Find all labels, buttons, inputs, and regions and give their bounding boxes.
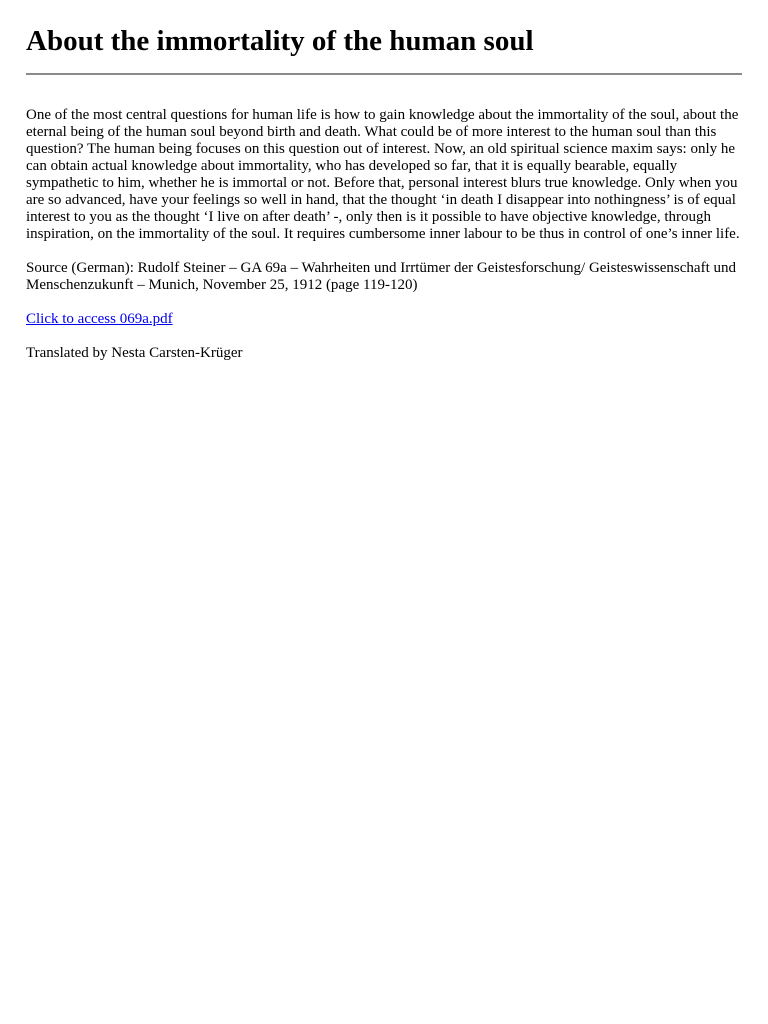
page-title: About the immortality of the human soul	[26, 25, 534, 57]
translator-credit: Translated by Nesta Carsten-Krüger	[26, 345, 243, 361]
body-paragraph: One of the most central questions for human life is how to gain knowledge about the immortality of the soul, about the eternal being of the human soul beyond birth and death. What could be of more interest to the human soul than this question? The human being focuses on this question out of interest. Now, an old spiritual science maxim says: only he can obtain actual knowledge about immortality, who has developed so far, that it is equally bearable, equally sympathetic to him, whether he is immortal or not. Before that, personal interest blurs true knowledge. Only when you are so advanced, have your feelings so well in hand, that the thought ‘in death I disappear into nothingness’ is of equal interest to you as the thought ‘I live on after death’ -, only then is it possible to have objective knowledge, through inspiration, on the immortality of the soul. It requires cumbersome inner labour to be thus in control of one’s inner life.	[26, 107, 740, 242]
source-citation: Source (German): Rudolf Steiner – GA 69a – Wahrheiten und Irrtümer der Geistesforschung/ Geisteswissenschaft und Menschenzukunft – Munich, November 25, 1912 (page 119-120)	[26, 260, 737, 293]
pdf-link-line	[26, 311, 742, 328]
pdf-access-link[interactable]: Click to access 069a.pdf	[26, 311, 173, 327]
title-divider	[26, 73, 742, 75]
